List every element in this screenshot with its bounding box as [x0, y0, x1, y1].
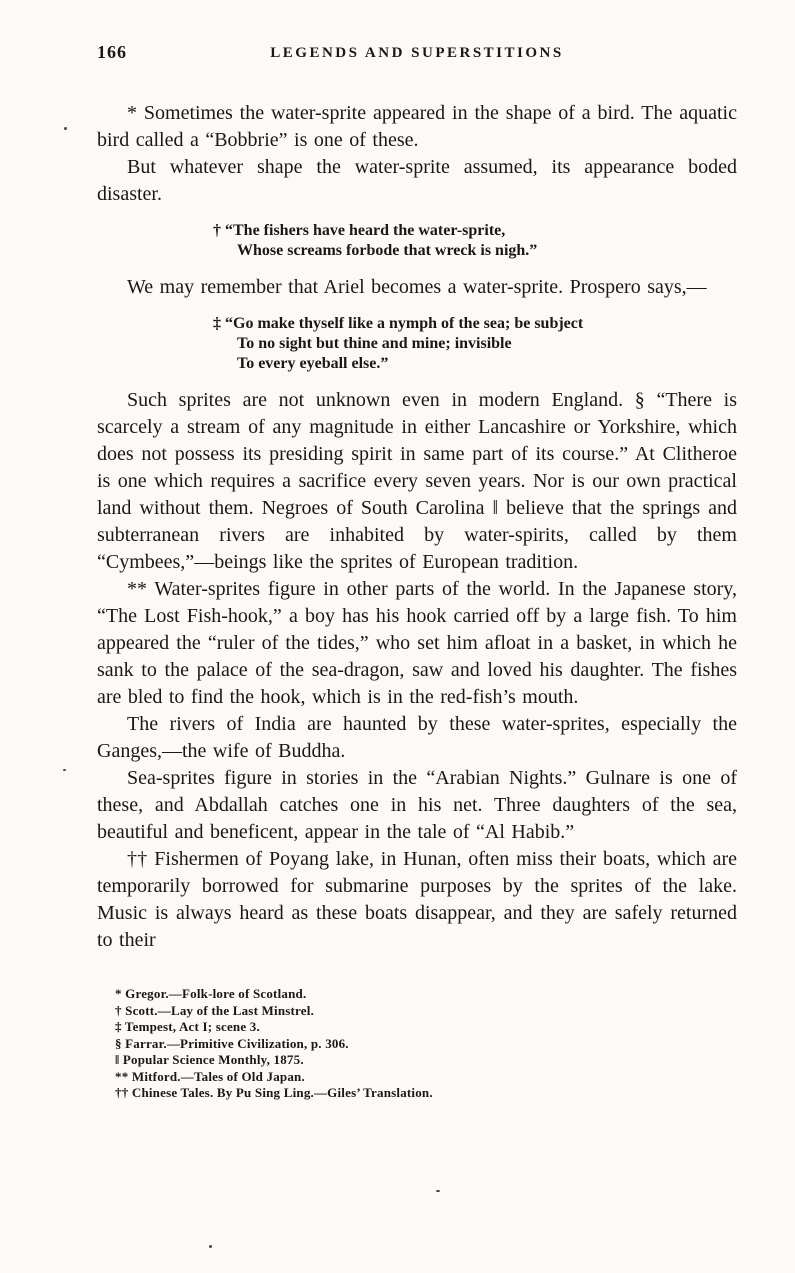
page-number: 166 — [97, 42, 127, 62]
page-header — [97, 42, 737, 66]
verse-line: † “The fishers have heard the water-sprite, — [213, 222, 506, 239]
scan-speck — [209, 1245, 212, 1248]
paragraph: ** Water-sprites figure in other parts of the world. In the Japanese story, “The Lost Fish-hook,” a boy has his hook carried off by a large fish. To him appeared the “ruler of the tides,” who set him afloat in a basket, in which he sank to the palace of the sea-dragon, saw and loved his daughter. The fishes are bled to find the hook, which is in the red-fish’s mouth. — [97, 578, 737, 708]
paragraph: The rivers of India are haunted by these water-sprites, especially the Ganges,—the wife of Buddha. — [97, 713, 737, 762]
paragraph: But whatever shape the water-sprite assumed, its appearance boded disaster. — [97, 156, 737, 205]
footnote: ‡ Tempest, Act I; scene 3. — [115, 1019, 260, 1034]
verse-line: Whose screams forbode that wreck is nigh.” — [237, 242, 538, 259]
paragraph: * Sometimes the water-sprite appeared in the shape of a bird. The aquatic bird called a “Bobbrie” is one of these. — [97, 102, 737, 151]
footnote: † Scott.—Lay of the Last Minstrel. — [115, 1002, 315, 1018]
running-title: LEGENDS AND SUPERSTITIONS — [270, 45, 564, 61]
scan-speck — [64, 127, 67, 130]
paragraph: Such sprites are not unknown even in modern England. § “There is scarcely a stream of any magnitude in either Lancashire or Yorkshire, which does not possess its presiding spirit in same part of its course.” At Clitheroe is one which requires a sacrifice every seven years. Nor is our own practical land without them. Negroes of South Carolina ‖ believe that the springs and subterranean rivers are inhabited by water-spirits, called by them “Cymbees,”—beings like the sprites of European tradition. — [97, 389, 737, 573]
page-body — [97, 100, 737, 954]
verse-quote — [213, 221, 737, 261]
footnote: ‖ Popular Science Monthly, 1875. — [115, 1052, 304, 1067]
footnote: * Gregor.—Folk-lore of Scotland. — [115, 986, 307, 1001]
footnote: †† Chinese Tales. By Pu Sing Ling.—Giles’ Translation. — [115, 1085, 433, 1100]
paragraph: Sea-sprites figure in stories in the “Arabian Nights.” Gulnare is one of these, and Abdallah catches one in his net. Three daughters of the sea, beautiful and beneficent, appear in the tale of “Al Habib.” — [97, 767, 737, 843]
footnote: ** Mitford.—Tales of Old Japan. — [115, 1068, 305, 1084]
paragraph: We may remember that Ariel becomes a water-sprite. Prospero says,— — [127, 276, 707, 298]
verse-line: To every eyeball else.” — [237, 355, 389, 372]
footnote: § Farrar.—Primitive Civilization, p. 306. — [115, 1035, 349, 1051]
scan-speck — [436, 1190, 440, 1192]
verse-line: ‡ “Go make thyself like a nymph of the sea; be subject — [213, 315, 584, 332]
paragraph: †† Fishermen of Poyang lake, in Hunan, often miss their boats, which are temporarily borrowed for submarine purposes by the sprites of the lake. Music is always heard as these boats disappear, and they are safely returned to their — [97, 848, 737, 951]
footnotes-block — [97, 986, 737, 1102]
verse-line: To no sight but thine and mine; invisible — [237, 335, 512, 352]
scan-speck — [63, 769, 66, 771]
verse-quote — [213, 314, 737, 374]
